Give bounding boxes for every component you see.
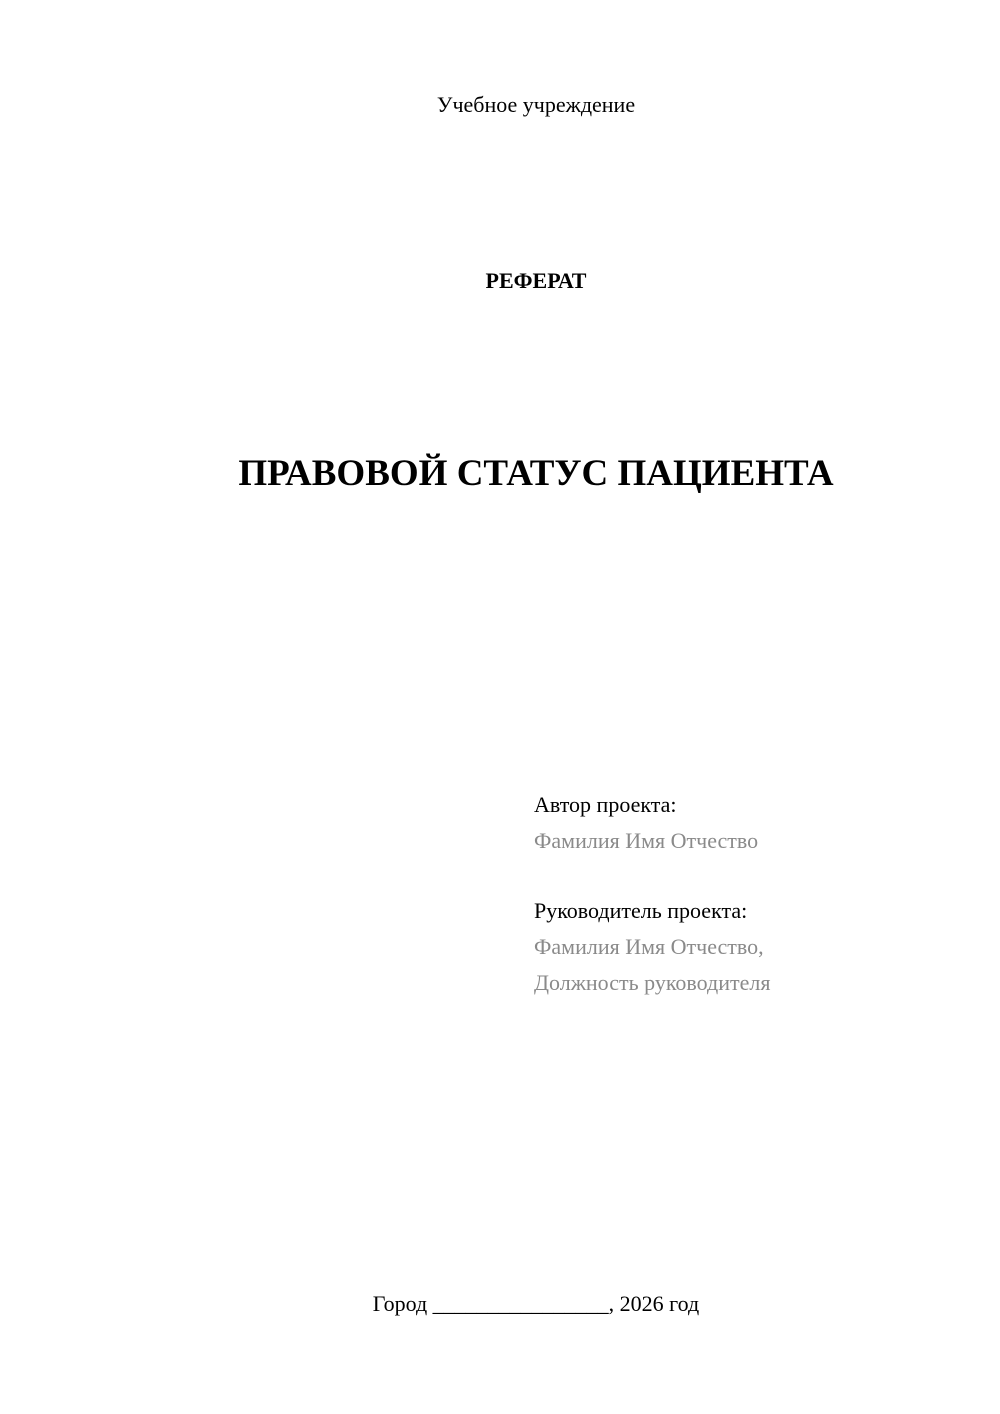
author-name: Фамилия Имя Отчество bbox=[534, 828, 759, 853]
author-label: Автор проекта: bbox=[534, 792, 677, 817]
city-year-line: Город ________________, 2026 год bbox=[372, 1291, 700, 1316]
supervisor-label: Руководитель проекта: bbox=[534, 898, 748, 923]
document-title: ПРАВОВОЙ СТАТУС ПАЦИЕНТА bbox=[238, 453, 834, 494]
supervisor-name: Фамилия Имя Отчество, bbox=[534, 934, 764, 959]
spacer bbox=[534, 859, 770, 893]
document-type: РЕФЕРАТ bbox=[485, 268, 587, 293]
institution-name: Учебное учреждение bbox=[436, 92, 636, 117]
supervisor-position: Должность руководителя bbox=[534, 970, 771, 995]
authors-block bbox=[534, 787, 770, 1001]
